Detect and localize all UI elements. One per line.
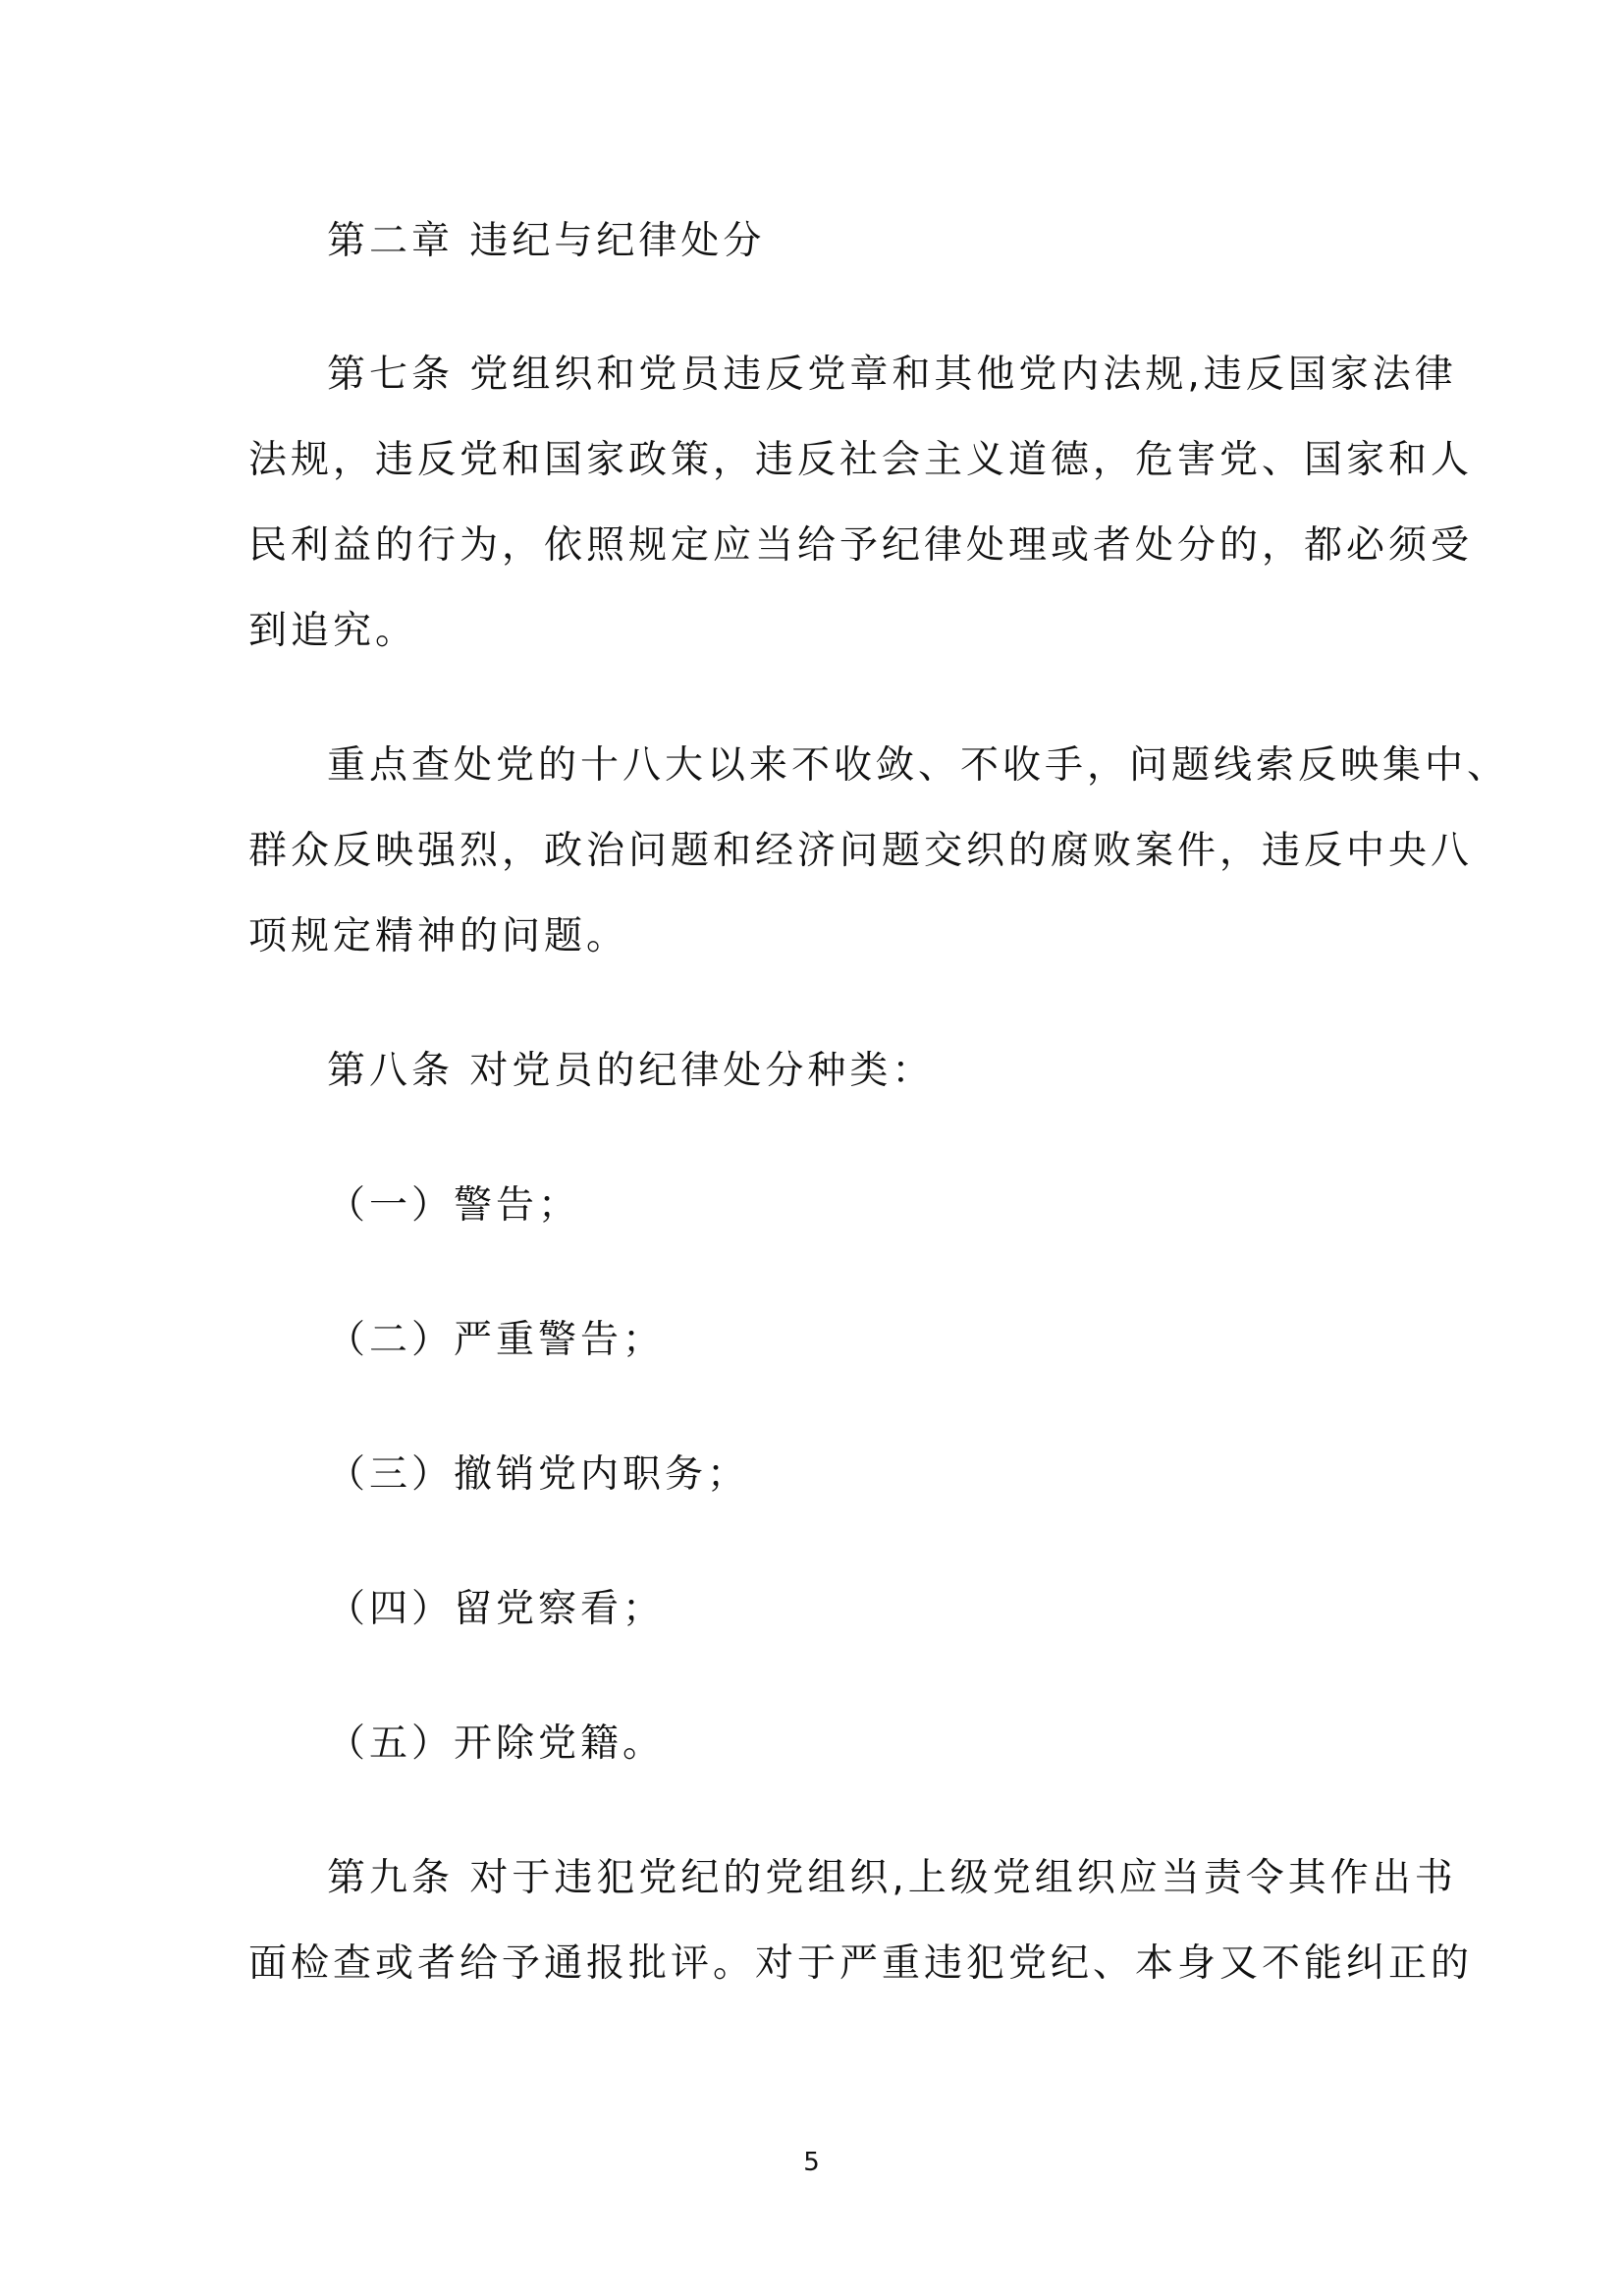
article-7-line-3: 民利益的行为，依照规定应当给予纪律处理或者处分的，都必须受	[248, 523, 1474, 568]
article-8-intro: 第八条 对党员的纪律处分种类：	[327, 1049, 935, 1093]
focus-paragraph-line-3: 项规定精神的问题。	[248, 914, 629, 958]
article-7-line-2: 法规，违反党和国家政策，违反社会主义道德，危害党、国家和人	[248, 438, 1474, 482]
penalty-item-3: （三）撤销党内职务；	[327, 1452, 750, 1497]
penalty-item-5: （五）开除党籍。	[327, 1722, 666, 1766]
focus-paragraph-line-2: 群众反映强烈，政治问题和经济问题交织的腐败案件，违反中央八	[248, 829, 1474, 873]
article-9-line-1: 第九条 对于违犯党纪的党组织,上级党组织应当责令其作出书	[327, 1856, 1457, 1900]
penalty-item-2: （二）严重警告；	[327, 1318, 666, 1362]
article-7-line-1: 第七条 党组织和党员违反党章和其他党内法规,违反国家法律	[327, 353, 1457, 397]
chapter-heading: 第二章 违纪与纪律处分	[327, 219, 766, 263]
article-7-line-4: 到追究。	[248, 609, 418, 653]
penalty-item-4: （四）留党察看；	[327, 1587, 666, 1631]
page-number: 5	[803, 2148, 820, 2177]
penalty-item-1: （一）警告；	[327, 1183, 581, 1228]
article-9-line-2: 面检查或者给予通报批评。对于严重违犯党纪、本身又不能纠正的	[248, 1941, 1474, 1986]
focus-paragraph-line-1: 重点查处党的十八大以来不收敛、不收手，问题线索反映集中、	[327, 743, 1510, 788]
